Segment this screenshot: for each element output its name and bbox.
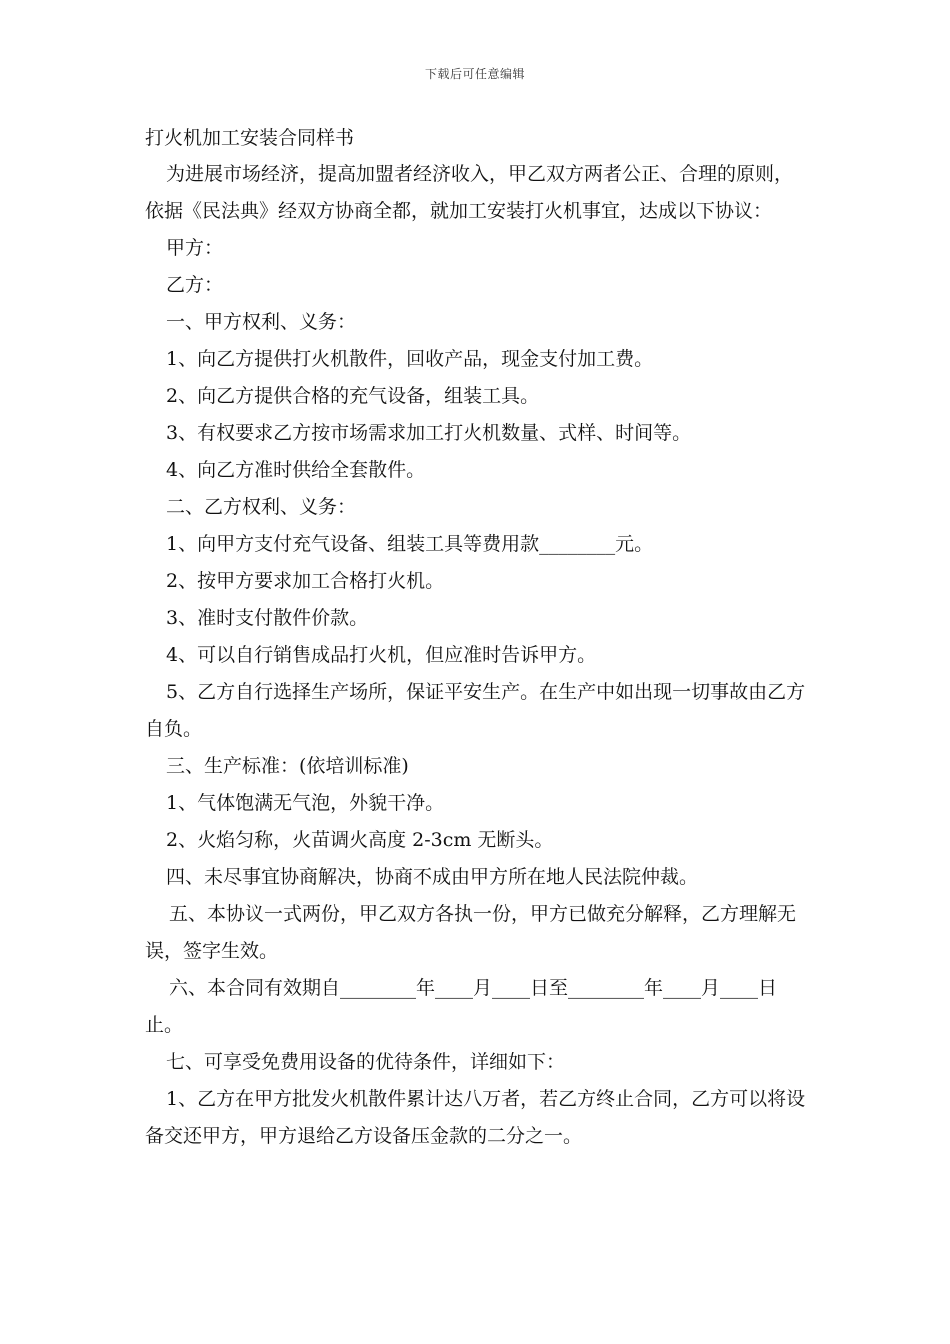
paragraph: 乙方： bbox=[166, 274, 224, 296]
paragraph: 2、向乙方提供合格的充气设备，组装工具。 bbox=[166, 385, 540, 407]
paragraph: 2、按甲方要求加工合格打火机。 bbox=[166, 570, 445, 592]
paragraph: 五、本协议一式两份，甲乙双方各执一份，甲方已做充分解释，乙方理解无误，签字生效。 bbox=[145, 903, 797, 962]
paragraph: 四、未尽事宜协商解决，协商不成由甲方所在地人民法院仲裁。 bbox=[166, 866, 699, 888]
document-body bbox=[145, 120, 810, 1155]
paragraph: 4、可以自行销售成品打火机，但应准时告诉甲方。 bbox=[166, 644, 597, 666]
paragraph: 二、乙方权利、义务： bbox=[166, 496, 357, 518]
paragraph: 1、向甲方支付充气设备、组装工具等费用款________元。 bbox=[166, 533, 654, 555]
paragraph: 2、火焰匀称，火苗调火高度 2-3cm 无断头。 bbox=[166, 829, 554, 851]
paragraph: 为进展市场经济，提高加盟者经济收入，甲乙双方两者公正、合理的原则，依据《民法典》经双方协商全都，就加工安装打火机事宜，达成以下协议： bbox=[145, 163, 794, 222]
paragraph: 1、气体饱满无气泡，外貌干净。 bbox=[166, 792, 445, 814]
paragraph: 1、乙方在甲方批发火机散件累计达八万者，若乙方终止合同，乙方可以将设备交还甲方，甲方退给乙方设备压金款的二分之一。 bbox=[145, 1088, 806, 1147]
paragraph: 3、有权要求乙方按市场需求加工打火机数量、式样、时间等。 bbox=[166, 422, 692, 444]
header-note: 下载后可任意编辑 bbox=[424, 67, 525, 81]
document-title: 打火机加工安装合同样书 bbox=[145, 127, 355, 149]
paragraph: 六、本合同有效期自________年____月____日至________年____月____日止。 bbox=[145, 977, 778, 1036]
paragraph: 甲方： bbox=[166, 237, 224, 259]
paragraph: 七、可享受免费用设备的优待条件，详细如下： bbox=[166, 1051, 566, 1073]
paragraph-list bbox=[145, 156, 810, 1155]
paragraph: 一、甲方权利、义务： bbox=[166, 311, 357, 333]
paragraph: 4、向乙方准时供给全套散件。 bbox=[166, 459, 426, 481]
paragraph: 1、向乙方提供打火机散件，回收产品，现金支付加工费。 bbox=[166, 348, 654, 370]
paragraph: 三、生产标准：(依培训标准) bbox=[166, 755, 409, 777]
paragraph: 5、乙方自行选择生产场所，保证平安生产。在生产中如出现一切事故由乙方自负。 bbox=[145, 681, 806, 740]
paragraph: 3、准时支付散件价款。 bbox=[166, 607, 369, 629]
